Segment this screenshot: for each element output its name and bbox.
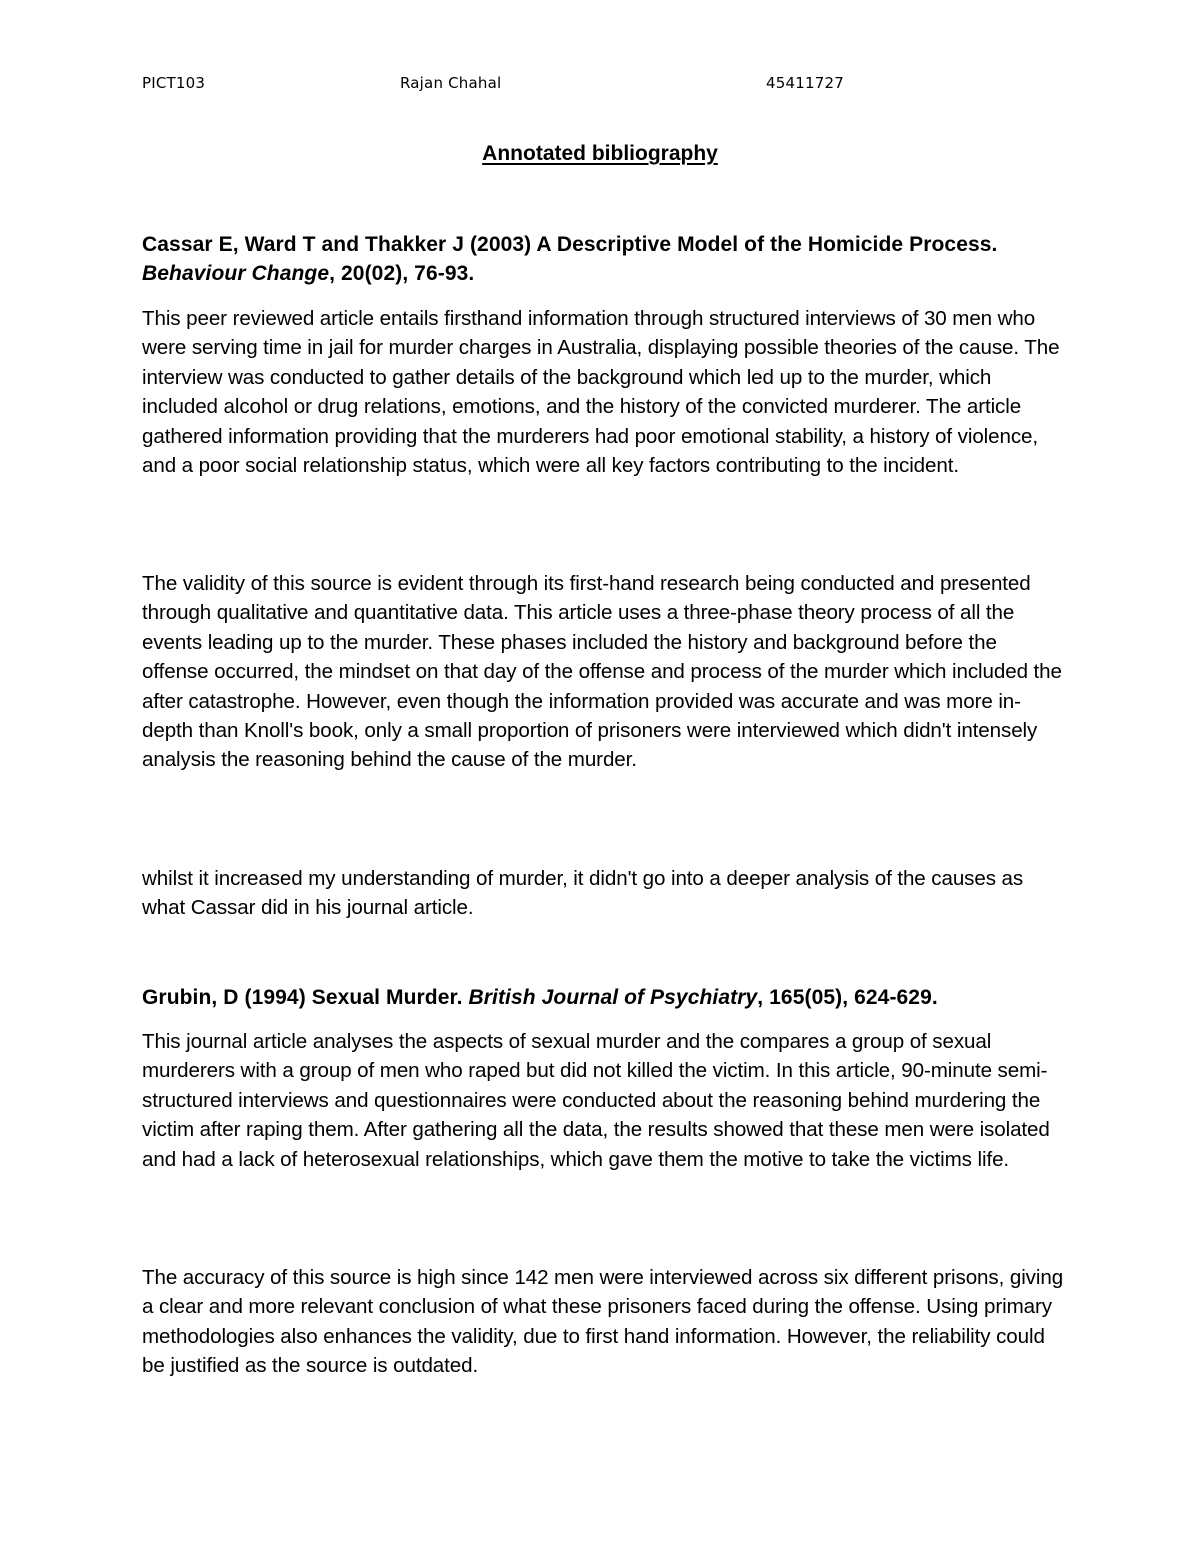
author-name: Rajan Chahal: [400, 74, 502, 92]
citation-details: , 20(02), 76-93.: [329, 262, 475, 285]
annotation-validity-paragraph: The validity of this source is evident through its first-hand research being conducted and presented through qualitative and quantitative data. This article uses a three-phase theory process of all the events leading up to the murder. These phases included the history and background before the offense occurred, the mindset on that day of the offense and process of the murder which included the after catastrophe. However, even though the information provided was accurate and was more in-depth than Knoll's book, only a small proportion of prisoners were interviewed which didn't intensely analysis the reasoning behind the cause of the murder.: [142, 572, 1062, 772]
course-code: PICT103: [142, 74, 206, 92]
citation-authors-title: Grubin, D (1994) Sexual Murder.: [142, 986, 469, 1009]
citation-journal: Behaviour Change: [142, 262, 330, 285]
student-id: 45411727: [766, 74, 844, 92]
annotation-reflection-paragraph: whilst it increased my understanding of murder, it didn't go into a deeper analysis of the causes as what Cassar did in his journal article.: [142, 867, 1024, 920]
document-title: Annotated bibliography: [482, 142, 718, 165]
citation-cassar: [142, 230, 1062, 288]
citation-details: , 165(05), 624-629.: [757, 986, 938, 1009]
citation-journal: British Journal of Psychiatry: [468, 986, 758, 1009]
annotation-summary-paragraph: This journal article analyses the aspects of sexual murder and the compares a group of sexual murderers with a group of men who raped but did not killed the victim. In this article, 90-minute semi-structured interviews and questionnaires were conducted about the reasoning behind murdering the victim after raping them. After gathering all the data, the results showed that these men were isolated and had a lack of heterosexual relationships, which gave them the motive to take the victims life.: [142, 1030, 1050, 1171]
citation-authors-title: Cassar E, Ward T and Thakker J (2003) A Descriptive Model of the Homicide Process.: [142, 233, 998, 256]
annotation-summary-paragraph: This peer reviewed article entails firsthand information through structured interviews of 30 men who were serving time in jail for murder charges in Australia, displaying possible theories of the cause. The interview was conducted to gather details of the background which led up to the murder, which included alcohol or drug relations, emotions, and the history of the convicted murderer. The article gathered information providing that the murderers had poor emotional stability, a history of violence, and a poor social relationship status, which were all key factors contributing to the incident.: [142, 307, 1060, 478]
page-header: [142, 74, 1062, 98]
citation-grubin: [142, 983, 1062, 1012]
annotation-accuracy-paragraph: The accuracy of this source is high since 142 men were interviewed across six different prisons, giving a clear and more relevant conclusion of what these prisoners faced during the offense. Using primary methodologies also enhances the validity, due to first hand information. However, the reliability could be justified as the source is outdated.: [142, 1266, 1064, 1378]
